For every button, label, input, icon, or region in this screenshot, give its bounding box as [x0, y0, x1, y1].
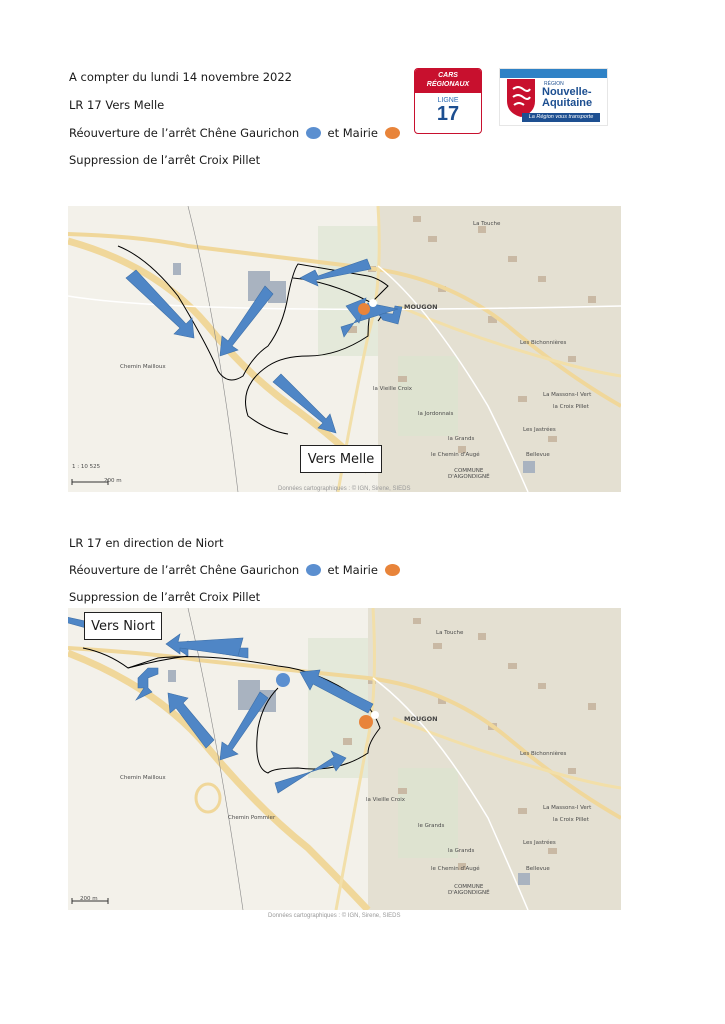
map1-label: la Jordonnais	[418, 411, 454, 417]
map1-label: Les Jastrées	[523, 427, 556, 433]
map1-label: la Grands	[448, 436, 475, 442]
route-map-vers-niort	[68, 608, 621, 910]
map2-label: Chemin Pommier	[228, 815, 276, 821]
map2-label: La Touche	[436, 630, 464, 636]
direction-box-vers-niort: Vers Niort	[84, 612, 162, 640]
region-name1: Nouvelle-	[542, 86, 592, 98]
route-line: LR 17 Vers Melle	[69, 98, 165, 112]
reopen-line-niort	[69, 563, 403, 577]
reopen-text: Réouverture de l’arrêt Chêne Gaurichon	[69, 126, 300, 140]
orange-stop-dot	[385, 127, 400, 139]
map2-label: Les Bichonnières	[520, 751, 567, 757]
map2-label: la Croix Pillet	[553, 817, 589, 823]
map2-label: Chemin Mailloux	[120, 775, 166, 781]
suppress-line: Suppression de l’arrêt Croix Pillet	[69, 153, 261, 167]
commune-line1: COMMUNE	[454, 884, 484, 890]
map1-credits: Données cartographiques : © IGN, Sirene, SIEDS	[278, 486, 411, 492]
cars-line1: CARS	[438, 72, 458, 79]
direction-box-vers-melle: Vers Melle	[300, 445, 382, 473]
suppress-line-niort: Suppression de l’arrêt Croix Pillet	[69, 590, 261, 604]
map2-scale: 200 m	[80, 896, 98, 902]
route-line-niort: LR 17 en direction de Niort	[69, 536, 224, 550]
map1-label: Chemin Mailloux	[120, 364, 166, 370]
region-tagline: La Région vous transporte	[522, 113, 600, 122]
map1-label: Les Bichonnières	[520, 340, 567, 346]
map1-label: le Chemin d'Augé	[431, 452, 480, 458]
map2-label: la Grands	[448, 848, 475, 854]
map2-label: le Chemin d'Augé	[431, 866, 480, 872]
map1-label: la Croix Pillet	[553, 404, 589, 410]
reopen-and-text: et Mairie	[327, 126, 378, 140]
map2-label: Bellevue	[526, 866, 550, 872]
map2-drawing	[68, 608, 621, 910]
blue-stop-dot	[306, 564, 321, 576]
cars-regionaux-logo	[414, 68, 482, 134]
commune-line1: COMMUNE	[454, 468, 484, 474]
reopen-and-text: et Mairie	[327, 563, 378, 577]
map2-town: MOUGON	[404, 715, 438, 723]
map1-label: Bellevue	[526, 452, 550, 458]
region-emblem-icon	[504, 77, 538, 117]
route-map-vers-melle	[68, 206, 621, 492]
map2-label: la Vieille Croix	[366, 797, 406, 803]
map1-commune	[448, 468, 490, 480]
region-nouvelle-aquitaine-logo	[499, 68, 608, 126]
date-line: A compter du lundi 14 novembre 2022	[69, 70, 292, 84]
orange-stop-dot	[385, 564, 400, 576]
map1-zoom: 1 : 10 525	[72, 464, 101, 470]
map2-commune	[448, 884, 490, 896]
map2-label: Les Jastrées	[523, 840, 556, 846]
map1-label: la Vieille Croix	[373, 386, 413, 392]
reopen-line	[69, 126, 403, 140]
reopen-text: Réouverture de l’arrêt Chêne Gaurichon	[69, 563, 300, 577]
cars-line2: RÉGIONAUX	[426, 81, 470, 88]
commune-line2: D'AIGONDIGNÉ	[448, 890, 490, 896]
ligne-number: 17	[436, 103, 460, 125]
map1-scale: 200 m	[104, 478, 122, 484]
map2-label: La Massons-I Vert	[543, 805, 592, 811]
map1-label: La Touche	[473, 221, 501, 227]
region-name2: Aquitaine	[542, 97, 593, 109]
map1-label: La Massons-I Vert	[543, 392, 592, 398]
ligne-label: LIGNE	[437, 97, 459, 104]
blue-stop-dot	[306, 127, 321, 139]
region-small: RÉGION	[544, 81, 564, 87]
map1-town: MOUGON	[404, 303, 438, 311]
map2-credits: Données cartographiques : © IGN, Sirene, SIEDS	[268, 913, 401, 919]
map2-label: le Grands	[418, 823, 445, 829]
commune-line2: D'AIGONDIGNÉ	[448, 474, 490, 480]
